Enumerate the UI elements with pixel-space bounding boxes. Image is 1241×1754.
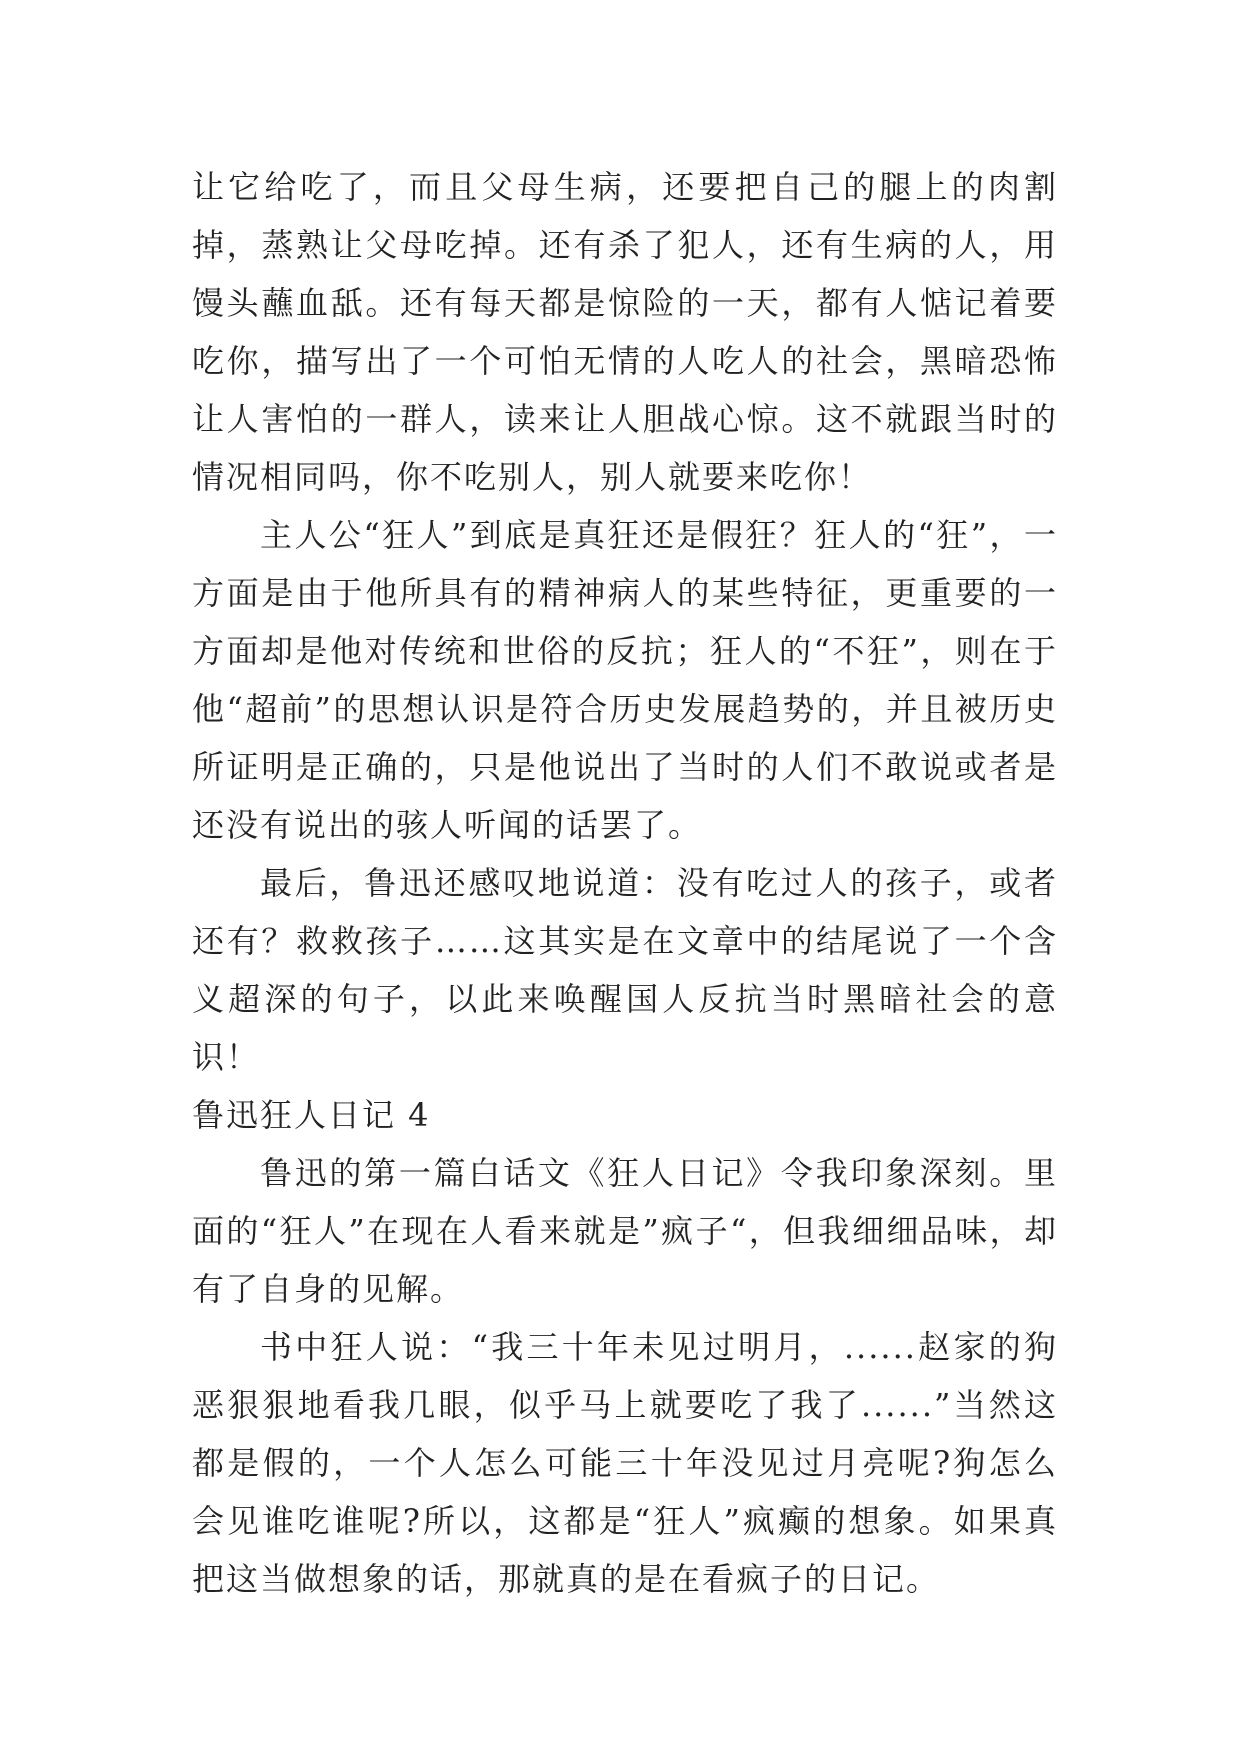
paragraph-2: 主人公“狂人”到底是真狂还是假狂？狂人的“狂”，一方面是由于他所具有的精神病人的某些特征，更重要的一方面却是他对传统和世俗的反抗；狂人的“不狂”，则在于他“超前”的思想认识是符合历史发展趋势的，并且被历史所证明是正确的，只是他说出了当时的人们不敢说或者是还没有说出的骇人听闻的话罢了。 xyxy=(192,516,1058,844)
section-heading: 鲁迅狂人日记 4 xyxy=(192,1096,431,1134)
paragraph-3: 最后，鲁迅还感叹地说道：没有吃过人的孩子，或者还有？救救孩子……这其实是在文章中的结尾说了一个含义超深的句子，以此来唤醒国人反抗当时黑暗社会的意识！ xyxy=(192,864,1058,1076)
paragraph-5: 书中狂人说：“我三十年未见过明月，......赵家的狗恶狠狠地看我几眼，似乎马上就要吃了我了......”当然这都是假的，一个人怎么可能三十年没见过月亮呢?狗怎么会见谁吃谁呢?所以，这都是“狂人”疯癫的想象。如果真把这当做想象的话，那就真的是在看疯子的日记。 xyxy=(192,1328,1058,1598)
paragraph-4: 鲁迅的第一篇白话文《狂人日记》令我印象深刻。里面的“狂人”在现在人看来就是”疯子“，但我细细品味，却有了自身的见解。 xyxy=(192,1154,1058,1308)
document-body xyxy=(192,158,1058,1608)
paragraph-1: 让它给吃了，而且父母生病，还要把自己的腿上的肉割掉，蒸熟让父母吃掉。还有杀了犯人，还有生病的人，用馒头蘸血舐。还有每天都是惊险的一天，都有人惦记着要吃你，描写出了一个可怕无情的人吃人的社会，黑暗恐怖让人害怕的一群人，读来让人胆战心惊。这不就跟当时的情况相同吗，你不吃别人，别人就要来吃你！ xyxy=(192,168,1058,496)
